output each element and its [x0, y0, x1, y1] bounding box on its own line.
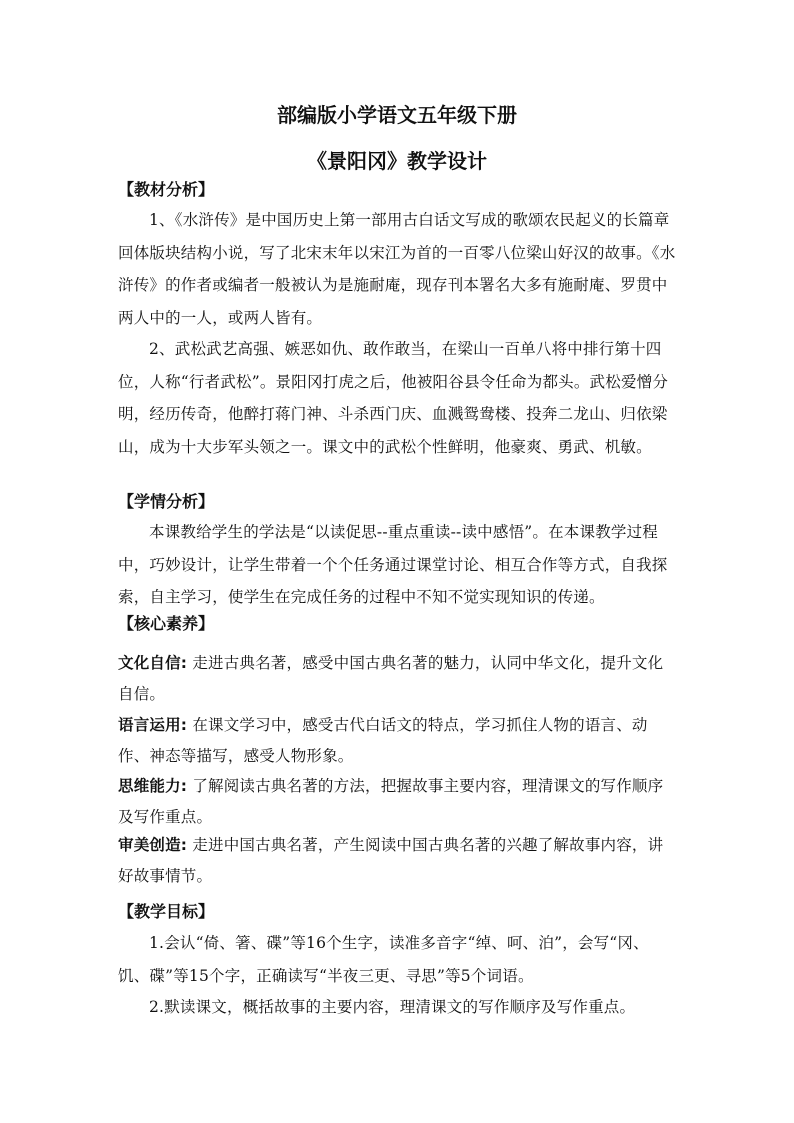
heading-student-analysis: 【学情分析】 — [118, 492, 215, 511]
core-item-text: 在课文学习中，感受古代白话文的特点，学习抓住人物的语言、动作、神态等描写，感受人物形象。 — [118, 716, 648, 765]
paragraph-textbook-2: 2、武松武艺高强、嫉恶如仇、敢作敢当，在梁山一百单八将中排行第十四位，人称“行者武松”。景阳冈打虎之后，他被阳谷县令任命为都头。武松爱憎分明，经历传奇，他醉打蒋门神、斗杀西门庆、血溅鸳鸯楼、投奔二龙山、归依梁山，成为十大步军头领之一。课文中的武松个性鲜明，他豪爽、勇武、机敏。 — [118, 340, 669, 456]
core-item-thinking — [118, 771, 678, 833]
core-item-text: 了解阅读古典名著的方法，把握故事主要内容，理清课文的写作顺序及写作重点。 — [118, 777, 664, 826]
core-item-language — [118, 710, 678, 772]
paragraph-student-1: 本课教给学生的学法是“以读促思--重点重读--读中感悟”。在本课教学过程中，巧妙设计，让学生带着一个个任务通过课堂讨论、相互合作等方式，自我探索，自主学习，使学生在完成任务的过程中不知不觉实现知识的传递。 — [118, 523, 668, 606]
core-item-text: 走进中国古典名著，产生阅读中国古典名著的兴趣了解故事内容，讲好故事情节。 — [118, 836, 664, 885]
heading-textbook-analysis: 【教材分析】 — [118, 180, 215, 199]
core-item-aesthetic — [118, 830, 678, 892]
core-item-label: 思维能力: — [118, 777, 188, 795]
core-item-culture — [118, 648, 678, 710]
heading-teaching-goals: 【教学目标】 — [118, 902, 215, 921]
paragraph-goal-1: 1.会认“倚、箸、碟”等16个生字，读准多音字“绰、呵、泊”，会写“冈、饥、碟”等15个字，正确读写“半夜三更、寻思”等5个词语。 — [118, 934, 649, 985]
core-item-label: 文化自信: — [118, 654, 188, 672]
core-item-label: 审美创造: — [118, 836, 188, 854]
lesson-title: 《景阳冈》教学设计 — [307, 149, 487, 173]
heading-core-literacy: 【核心素养】 — [118, 614, 215, 633]
paragraph-textbook-1: 1、《水浒传》是中国历史上第一部用古白话文写成的歌颂农民起义的长篇章回体版块结构小说，写了北宋末年以宋江为首的一百零八位梁山好汉的故事。《水浒传》的作者或编者一般被认为是施耐庵，现存刊本署名大多有施耐庵、罗贯中两人中的一人，或两人皆有。 — [118, 211, 676, 327]
document-title: 部编版小学语文五年级下册 — [277, 103, 517, 127]
core-item-label: 语言运用: — [118, 716, 188, 734]
core-item-text: 走进古典名著，感受中国古典名著的魅力，认同中华文化，提升文化自信。 — [118, 654, 664, 703]
paragraph-goal-2: 2.默读课文，概括故事的主要内容，理清课文的写作顺序及写作重点。 — [149, 998, 636, 1016]
